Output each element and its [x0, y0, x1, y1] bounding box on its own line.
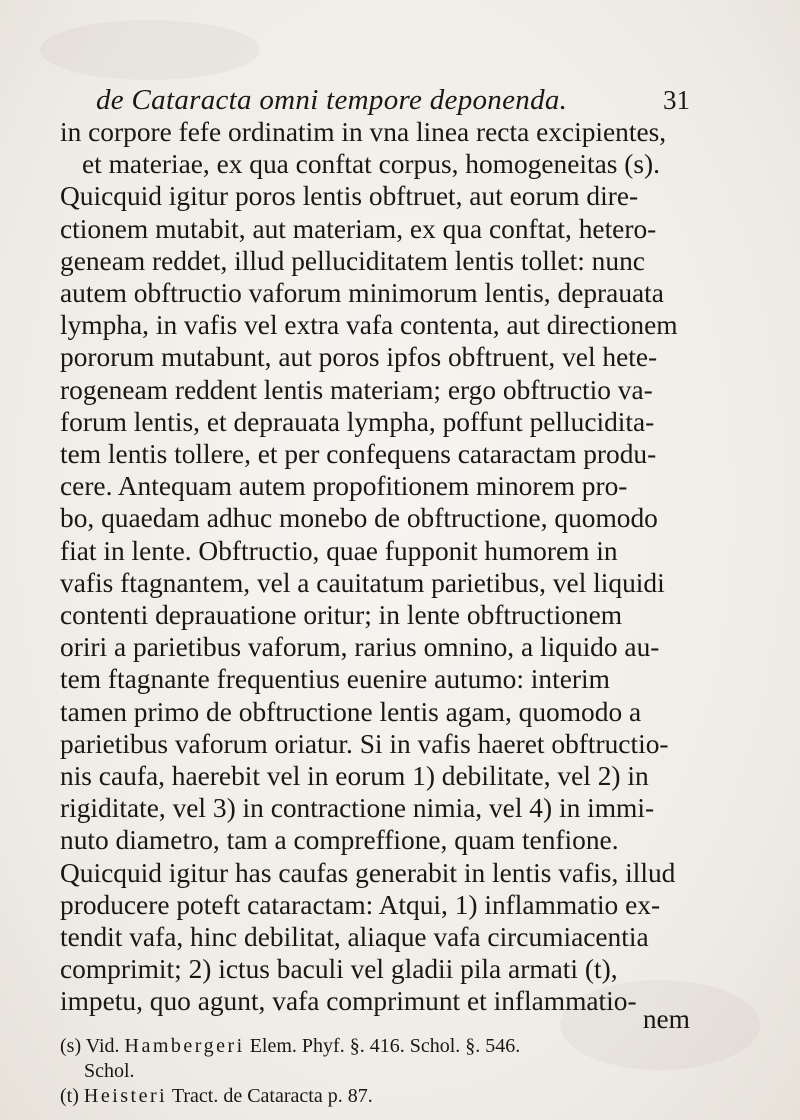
text-line: tamen primo de obftructione lentis agam, quomodo a: [60, 696, 642, 727]
footnote-s-reference: Elem. Phyf. §. 416. Schol. §. 546.: [244, 1035, 521, 1057]
footnote-s-prefix: (s) Vid.: [60, 1035, 125, 1057]
footnote-s: [60, 1034, 690, 1059]
text-line: fiat in lente. Obftructio, quae fupponit humorem in: [60, 535, 618, 566]
text-line: oriri a parietibus vaforum, rarius omnino, a liquido au-: [60, 632, 660, 663]
text-line: contenti deprauatione oritur; in lente obftructionem: [60, 600, 623, 631]
text-line: autem obftructio vaforum minimorum lentis, deprauata: [60, 278, 664, 309]
text-line: rigiditate, vel 3) in contractione nimia, vel 4) in immi-: [60, 793, 655, 824]
text-line: tendit vafa, hinc debilitat, aliaque vafa circumiacentia: [60, 922, 649, 953]
footnote-t-prefix: (t): [60, 1085, 84, 1107]
text-line: in corpore fefe ordinatim in vna linea recta excipientes,: [60, 117, 667, 147]
text-line: vafis ftagnantem, vel a cauitatum parietibus, vel liquidi: [60, 567, 665, 598]
running-title: de Cataracta omni tempore deponenda.: [96, 84, 568, 116]
paper-stain: [40, 20, 260, 80]
text-line: producere poteft cataractam: Atqui, 1) inflammatio ex-: [60, 889, 661, 920]
text-line: impetu, quo agunt, vafa comprimunt et inflammatio-: [60, 986, 637, 1017]
footnote-t: [60, 1084, 690, 1109]
text-line: forum lentis, et deprauata lympha, poffunt pellucidita-: [60, 406, 655, 437]
text-line: Quicquid igitur has caufas generabit in lentis vafis, illud: [60, 857, 676, 888]
text-line: ctionem mutabit, aut materiam, ex qua conftat, hetero-: [60, 213, 657, 244]
text-line: geneam reddet, illud pelluciditatem lentis tollet: nunc: [60, 245, 645, 276]
text-line: nuto diametro, tam a compreffione, quam tenfione.: [60, 825, 619, 856]
catchword-row: [60, 1004, 690, 1035]
running-head: [90, 84, 690, 117]
text-line: lympha, in vafis vel extra vafa contenta, aut directionem: [60, 310, 678, 341]
footnote-s-continuation: Schol.: [84, 1060, 135, 1082]
text-line: et materiae, ex qua conftat corpus, homogeneitas (s).: [82, 149, 661, 180]
page-number: 31: [663, 85, 690, 115]
footnote-t-reference: Tract. de Cataracta p. 87.: [167, 1085, 373, 1107]
text-line: parietibus vaforum oriatur. Si in vafis haeret obftructio-: [60, 728, 669, 759]
footnote-s-author: Hambergeri: [124, 1035, 245, 1057]
text-line: comprimit; 2) ictus baculi vel gladii pila armati (t),: [60, 954, 618, 985]
text-line: rogeneam reddent lentis materiam; ergo obftructio va-: [60, 374, 653, 405]
footnotes: [60, 1034, 690, 1109]
text-line: tem ftagnante frequentius euenire autumo: interim: [60, 664, 610, 695]
text-line: pororum mutabunt, aut poros ipfos obftruent, vel hete-: [60, 342, 658, 373]
text-line: cere. Antequam autem propofitionem minorem pro-: [60, 471, 628, 502]
catchword: nem: [642, 1004, 690, 1034]
body-text: [60, 116, 690, 1018]
text-line: tem lentis tollere, et per confequens cataractam produ-: [60, 439, 657, 470]
text-line: bo, quaedam adhuc monebo de obftructione, quomodo: [60, 503, 658, 534]
footnote-t-author: Heisteri: [83, 1085, 168, 1107]
text-line: nis caufa, haerebit vel in eorum 1) debilitate, vel 2) in: [60, 761, 649, 792]
text-line: Quicquid igitur poros lentis obftruet, aut eorum dire-: [60, 181, 639, 212]
